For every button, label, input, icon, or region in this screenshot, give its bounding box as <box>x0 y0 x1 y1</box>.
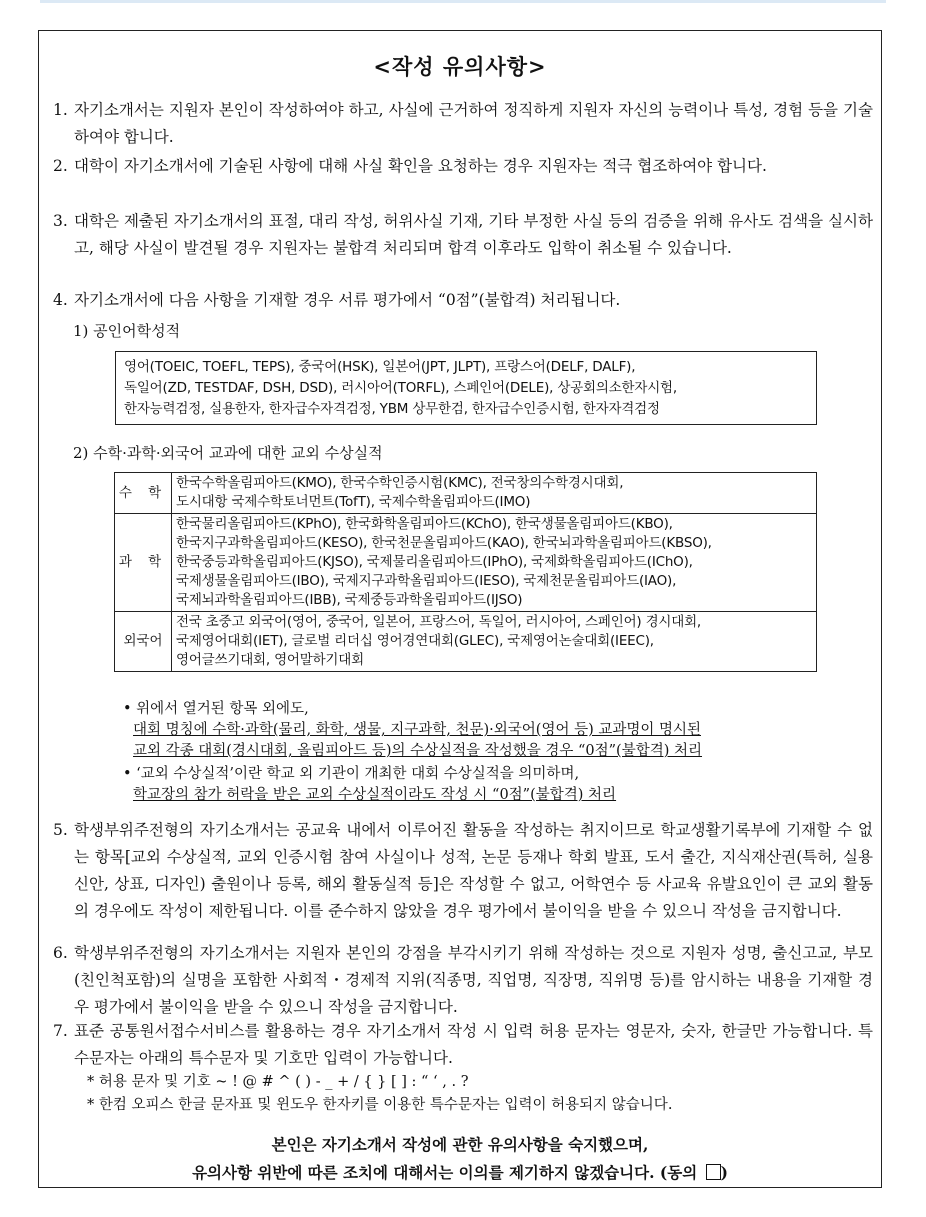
award-line: 국제생물올림피아드(IBO), 국제지구과학올림피아드(IESO), 국제천문올림피아드(IAO), <box>176 573 677 589</box>
table-row <box>115 612 817 672</box>
award-line: 국제영어대회(IET), 글로벌 리더십 영어경연대회(GLEC), 국제영어논술대회(IEEC), <box>176 633 654 649</box>
note-line: 학교장의 참가 허락을 받은 교외 수상실적이라도 작성 시 “0점”(불합격) 처리 <box>133 787 617 803</box>
note-external-awards <box>123 764 616 806</box>
table-row <box>115 514 817 612</box>
item-text: 학생부위주전형의 자기소개서는 공교육 내에서 이루어진 활동을 작성하는 취지이므로 학교생활기록부에 기재할 수 없는 항목[교외 수상실적, 교외 인증시험 참여 사실이나 성적, 논문 등재나 학회 발표, 도서 출간, 지식재산권(특허, 실용신안, 상표, 디자인) 출원이나 등록, 해외 활동실적 등]은 작성할 수 없고, 어학연수 등 사교육 유발요인이 큰 교외 활동의 경우에도 작성이 제한됩니다. 이를 준수하지 않았을 경우 평가에서 불이익을 받을 수 있으니 작성을 금지합니다. <box>74 821 873 920</box>
note-lead: • ‘교외 수상실적’이란 학교 외 기관이 개최한 대회 수상실적을 의미하며, <box>123 766 580 782</box>
top-divider <box>40 0 886 3</box>
award-line: 전국 초중고 외국어(영어, 중국어, 일본어, 프랑스어, 독일어, 러시아어, 스페인어) 경시대회, <box>176 614 702 630</box>
award-line: 영어글쓰기대회, 영어말하기대회 <box>176 652 364 668</box>
award-line: 한국지구과학올림피아드(KESO), 한국천문올림피아드(KAO), 한국뇌과학올림피아드(KBSO), <box>176 535 712 551</box>
award-line: 국제뇌과학올림피아드(IBB), 국제중등과학올림피아드(IJSO) <box>176 592 523 608</box>
item-text: 대학은 제출된 자기소개서의 표절, 대리 작성, 허위사실 기재, 기타 부정한 사실 등의 검증을 위해 유사도 검색을 실시하고, 해당 사실이 발견될 경우 지원자는 불합격 처리되며 합격 이후라도 입학이 취소될 수 있습니다. <box>74 212 873 257</box>
consent-line-2 <box>39 1159 881 1186</box>
award-line: 도시대항 국제수학토너먼트(TofT), 국제수학올림피아드(IMO) <box>176 494 531 510</box>
item-number: 7. <box>53 1022 68 1040</box>
item-number: 5. <box>53 821 68 839</box>
notice-item-6 <box>53 940 873 1021</box>
notice-item-7 <box>53 1018 873 1072</box>
item-number: 4. <box>53 291 68 309</box>
item-text: 대학이 자기소개서에 기술된 사항에 대해 사실 확인을 요청하는 경우 지원자는 적극 협조하여야 합니다. <box>74 157 767 175</box>
awards-cell <box>172 473 817 514</box>
item-number: 6. <box>53 944 68 962</box>
item-number: 3. <box>53 212 68 230</box>
consent-text: 유의사항 위반에 따른 조치에 대해서는 이의를 제기하지 않겠습니다. (동의 <box>192 1163 698 1182</box>
item-text: 학생부위주전형의 자기소개서는 지원자 본인의 강점을 부각시키기 위해 작성하는 것으로 지원자 성명, 출신고교, 부모(친인척포함)의 실명을 포함한 사회적・경제적 지위(직종명, 직업명, 직장명, 직위명 등)를 암시하는 내용을 기재할 경우 평가에서 불이익을 받을 수 있으니 작성을 금지합니다. <box>74 944 873 1016</box>
language-tests-line: 독일어(ZD, TESTDAF, DSH, DSD), 러시아어(TORFL), 스페인어(DELE), 상공회의소한자시험, <box>124 380 677 396</box>
agree-checkbox[interactable] <box>706 1164 721 1180</box>
table-row <box>115 473 817 514</box>
consent-close: ) <box>720 1163 728 1182</box>
item-number: 1. <box>53 101 68 119</box>
category-foreign-language: 외국어 <box>115 612 172 672</box>
item-text: 자기소개서에 다음 사항을 기재할 경우 서류 평가에서 “0점”(불합격) 처리됩니다. <box>74 291 621 309</box>
hancom-note: * 한컴 오피스 한글 문자표 및 윈도우 한자키를 이용한 특수문자는 입력이 허용되지 않습니다. <box>87 1097 673 1113</box>
notice-item-4 <box>53 287 873 314</box>
notice-item-2 <box>53 153 873 180</box>
notice-item-5 <box>53 817 873 925</box>
note-line: 교외 각종 대회(경시대회, 올림피아드 등)의 수상실적을 작성했을 경우 “0점”(불합격) 처리 <box>133 743 703 759</box>
subsection-awards: 2) 수학·과학·외국어 교과에 대한 교외 수상실적 <box>73 444 383 462</box>
category-math: 수 학 <box>115 473 172 514</box>
awards-cell <box>172 612 817 672</box>
note-lead: • 위에서 열거된 항목 외에도, <box>123 701 309 717</box>
awards-table <box>114 472 817 672</box>
item-number: 2. <box>53 157 68 175</box>
notice-item-3 <box>53 208 873 262</box>
note-line: 대회 명칭에 수학·과학(물리, 화학, 생물, 지구과학, 천문)·외국어(영어 등) 교과명이 명시된 <box>133 722 701 738</box>
awards-cell <box>172 514 817 612</box>
allowed-symbols-note: * 허용 문자 및 기호 ~ ! @ # ^ ( ) - _ + / { } [ ] : “ ‘ , . ? <box>87 1074 469 1090</box>
item-text: 자기소개서는 지원자 본인이 작성하여야 하고, 사실에 근거하여 정직하게 지원자 자신의 능력이나 특성, 경험 등을 기술하여야 합니다. <box>74 101 873 146</box>
page-title: <작성 유의사항> <box>373 54 547 79</box>
language-tests-box <box>115 351 817 425</box>
notice-frame <box>38 30 882 1188</box>
language-tests-line: 한자능력검정, 실용한자, 한자급수자격검정, YBM 상무한검, 한자급수인증시험, 한자자격검정 <box>124 401 660 417</box>
award-line: 한국물리올림피아드(KPhO), 한국화학올림피아드(KChO), 한국생물올림피아드(KBO), <box>176 516 673 532</box>
award-line: 한국수학올림피아드(KMO), 한국수학인증시험(KMC), 전국창의수학경시대회, <box>176 475 624 491</box>
category-science: 과 학 <box>115 514 172 612</box>
note-listed-items <box>123 699 702 762</box>
item-text: 표준 공통원서접수서비스를 활용하는 경우 자기소개서 작성 시 입력 허용 문자는 영문자, 숫자, 한글만 가능합니다. 특수문자는 아래의 특수문자 및 기호만 입력이 가능합니다. <box>74 1022 873 1067</box>
subsection-language-tests: 1) 공인어학성적 <box>73 322 181 340</box>
language-tests-line: 영어(TOEIC, TOEFL, TEPS), 중국어(HSK), 일본어(JPT, JLPT), 프랑스어(DELF, DALF), <box>124 359 636 375</box>
award-line: 한국중등과학올림피아드(KJSO), 국제물리올림피아드(IPhO), 국제화학올림피아드(IChO), <box>176 554 693 570</box>
consent-line-1: 본인은 자기소개서 작성에 관한 유의사항을 숙지했으며, <box>271 1135 649 1154</box>
notice-item-1 <box>53 97 873 151</box>
